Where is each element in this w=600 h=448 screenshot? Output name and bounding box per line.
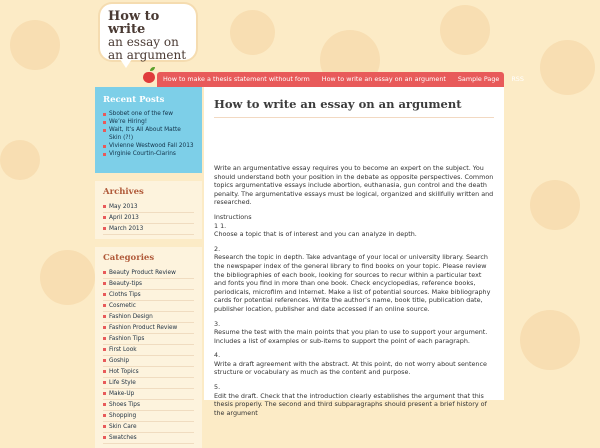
post-paragraph: 2. Research the topic in depth. Take advantage of your local or university library. Search the newspaper index of the general library to find books on your topic. Please review the bibliographies of each book, looking for sources to recur within a particular text and fonts you find in more than one book. Check encyclopedias, reference books, periodicals, microfilm and Internet. Make a list of potential sources. Make bibliography cards for potential references. Write the author’s name, book title, publication date, publisher location, publisher and date accessed if an online source.: [214, 244, 491, 313]
background-flower-decoration: [40, 250, 95, 305]
recent-post-link[interactable]: Vivienne Westwood Fall 2013: [103, 142, 194, 150]
site-logo[interactable]: [100, 4, 196, 60]
post-spacer: [214, 124, 494, 164]
sidebar: [95, 87, 202, 441]
site-title-line-1: How to write: [108, 9, 160, 37]
background-flower-decoration: [540, 40, 595, 95]
category-link[interactable]: Fashion Product Review: [103, 323, 194, 334]
background-flower-decoration: [520, 310, 580, 370]
category-link[interactable]: Fashion Tips: [103, 334, 194, 345]
nav-item-rss[interactable]: RSS: [511, 75, 524, 83]
nav-item-sample-page[interactable]: Sample Page: [457, 75, 500, 83]
post-title[interactable]: How to write an essay on an argument: [214, 97, 494, 118]
categories-title: Categories: [103, 253, 155, 263]
categories-list: [103, 268, 194, 444]
post-body: [214, 164, 494, 417]
recent-post-link[interactable]: Virginie Courtin-Clarins: [103, 150, 194, 158]
apple-leaf-icon: [150, 67, 155, 71]
recent-posts-title: Recent Posts: [103, 95, 165, 105]
post-paragraph: Write an argumentative essay requires you to become an expert on the subject. You should understand both your position in the debate as opposite perspectives. Common topics argumentative essays include abortion, euthanasia, gun control and the death penalty. The argumentative essays must be logical, organized and skillfully written and researched.: [214, 164, 494, 207]
categories-widget: [95, 247, 202, 448]
category-link[interactable]: Swatches: [103, 433, 194, 444]
archive-link[interactable]: April 2013: [103, 213, 194, 224]
archive-link[interactable]: March 2013: [103, 224, 194, 235]
recent-posts-list: [103, 110, 194, 158]
category-link[interactable]: Cosmetic: [103, 301, 194, 312]
archives-title: Archives: [103, 187, 144, 197]
background-flower-decoration: [10, 20, 60, 70]
recent-posts-widget: [95, 87, 202, 173]
archives-widget: [95, 181, 202, 239]
main-content: [204, 87, 504, 417]
background-flower-decoration: [530, 180, 580, 230]
site-title-line-3: an argument: [108, 48, 187, 62]
nav-item-thesis-statement[interactable]: How to make a thesis statement without form: [163, 75, 310, 83]
archives-list: [103, 202, 194, 235]
category-link[interactable]: Fashion Design: [103, 312, 194, 323]
background-flower-decoration: [0, 140, 40, 180]
background-flower-decoration: [230, 10, 275, 55]
main-navigation: [157, 72, 524, 87]
apple-icon: [143, 72, 155, 83]
speech-bubble-tail: [120, 59, 132, 68]
post-paragraph: Instructions 1 1. Choose a topic that is of interest and you can analyze in depth.: [214, 212, 417, 239]
archive-link[interactable]: May 2013: [103, 202, 194, 213]
category-link[interactable]: Make-Up: [103, 389, 194, 400]
category-link[interactable]: Hot Topics: [103, 367, 194, 378]
recent-post-link[interactable]: Sbobet one of the few: [103, 110, 194, 118]
post-paragraph: 4. Write a draft agreement with the abstract. At this point, do not worry about sentence structure or vocabulary as much as the content and purpose.: [214, 351, 487, 377]
category-link[interactable]: Beauty Product Review: [103, 268, 194, 279]
category-link[interactable]: First Look: [103, 345, 194, 356]
category-link[interactable]: Life Style: [103, 378, 194, 389]
category-link[interactable]: Shoes Tips: [103, 400, 194, 411]
category-link[interactable]: Shopping: [103, 411, 194, 422]
category-link[interactable]: Cloths Tips: [103, 290, 194, 301]
recent-post-link[interactable]: We’re Hiring!: [103, 118, 194, 126]
recent-post-link[interactable]: Wait, It’s All About Matte Skin (?!): [103, 126, 194, 142]
background-flower-decoration: [440, 5, 490, 55]
nav-item-essay-argument[interactable]: How to write an essay on an argument: [321, 75, 446, 83]
category-link[interactable]: Beauty-tips: [103, 279, 194, 290]
category-link[interactable]: Goship: [103, 356, 194, 367]
category-link[interactable]: Skin Care: [103, 422, 194, 433]
site-title-line-2: an essay on: [108, 35, 179, 49]
post-paragraph: 3. Resume the test with the main points that you plan to use to support your argument. Includes a list of examples or sub-items to support the point of each paragraph.: [214, 319, 488, 345]
post-paragraph: 5. Edit the draft. Check that the introduction clearly establishes the argument that this thesis properly. The second and third subparagraphs should present a brief history of the argument: [214, 383, 487, 417]
